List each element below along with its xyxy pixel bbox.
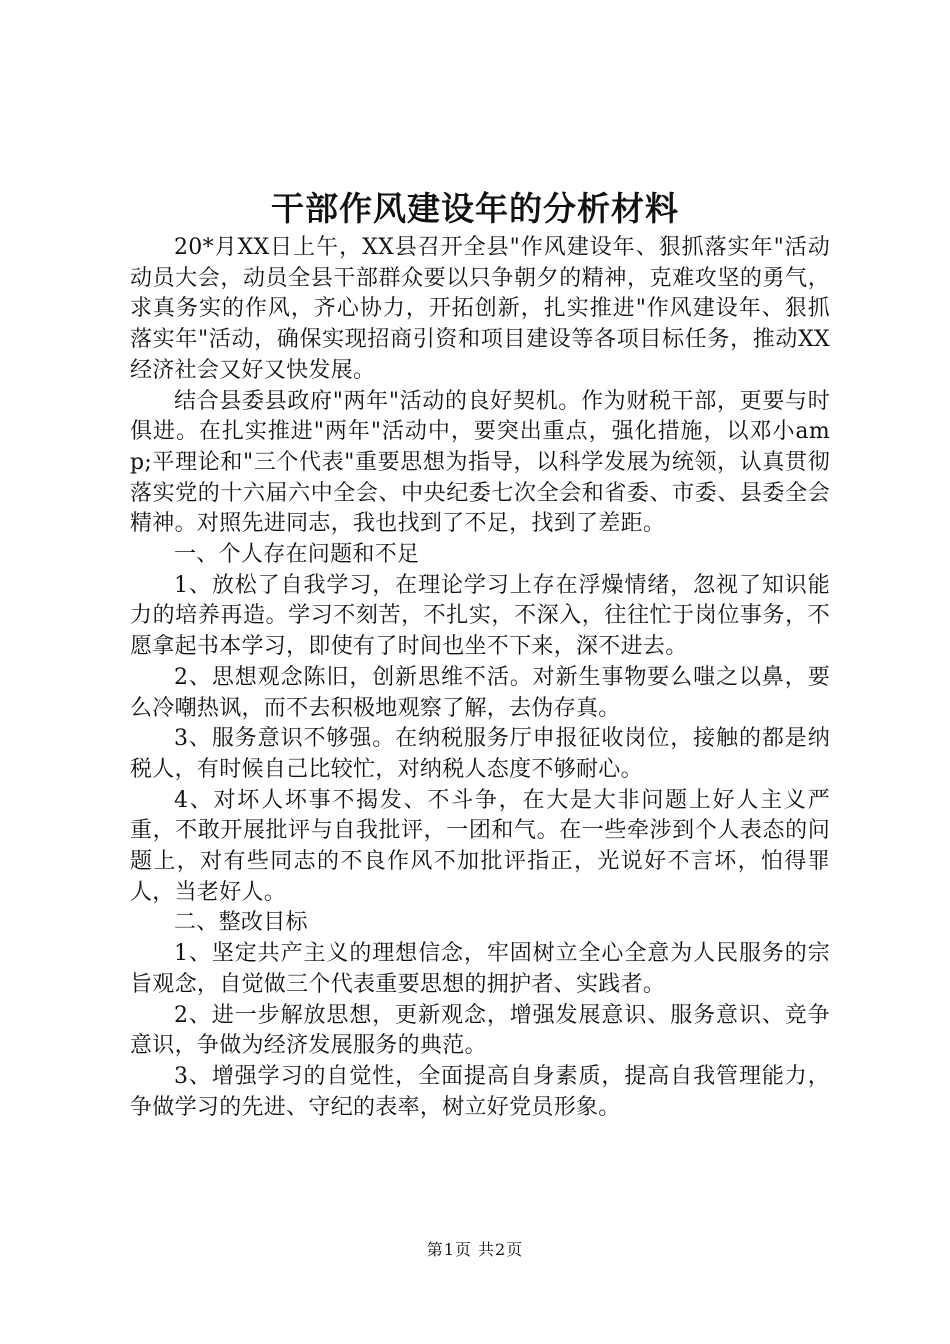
goal-item-1: 1、坚定共产主义的理想信念，牢固树立全心全意为人民服务的宗旨观念，自觉做三个代表重要思想的拥护者、实践者。: [130, 941, 830, 997]
document-body: [130, 233, 830, 1123]
section-heading-goals: 二、整改目标: [174, 910, 308, 936]
goal-item-3: 3、增强学习的自觉性，全面提高自身素质，提高自我管理能力，争做学习的先进、守纪的表率，树立好党员形象。: [130, 1063, 830, 1120]
problem-item-4: 4、对坏人坏事不揭发、不斗争，在大是大非问题上好人主义严重，不敢开展批评与自我批评，一团和气。在一些牵涉到个人表态的问题上，对有些同志的不良作风不加批评指正，光说好不言坏，怕得罪人，当老好人。: [130, 787, 830, 905]
paragraph-intro: 20*月XX日上午，XX县召开全县"作风建设年、狠抓落实年"活动动员大会，动员全县干部群众要以只争朝夕的精神，克难攻坚的勇气，求真务实的作风，齐心协力，开拓创新，扎实推进"作风建设年、狠抓落实年"活动，确保实现招商引资和项目建设等各项目标任务，推动XX经济社会又好又快发展。: [130, 235, 830, 383]
section-heading-problems: 一、个人存在问题和不足: [174, 542, 420, 568]
problem-item-3: 3、服务意识不够强。在纳税服务厅申报征收岗位，接触的都是纳税人，有时候自己比较忙，对纳税人态度不够耐心。: [130, 726, 830, 782]
document-title: 干部作风建设年的分析材料: [271, 189, 679, 228]
problem-item-1: 1、放松了自我学习，在理论学习上存在浮燥情绪，忽视了知识能力的培养再造。学习不刻苦，不扎实，不深入，往往忙于岗位事务，不愿拿起书本学习，即使有了时间也坐不下来，深不进去。: [130, 572, 830, 660]
goal-item-2: 2、进一步解放思想，更新观念，增强发展意识、服务意识、竞争意识，争做为经济发展服务的典范。: [130, 1002, 830, 1059]
problem-item-2: 2、思想观念陈旧，创新思维不活。对新生事物要么嗤之以鼻，要么冷嘲热讽，而不去积极地观察了解，去伪存真。: [130, 664, 830, 721]
page-footer: 第1页 共2页: [426, 1240, 524, 1259]
paragraph-context: 结合县委县政府"两年"活动的良好契机。作为财税干部，更要与时俱进。在扎实推进"两年"活动中，要突出重点，强化措施，以邓小amp;平理论和"三个代表"重要思想为指导，以科学发展为统领，认真贯彻落实党的十六届六中全会、中央纪委七次全会和省委、市委、县委全会精神。对照先进同志，我也找到了不足，找到了差距。: [130, 388, 830, 537]
